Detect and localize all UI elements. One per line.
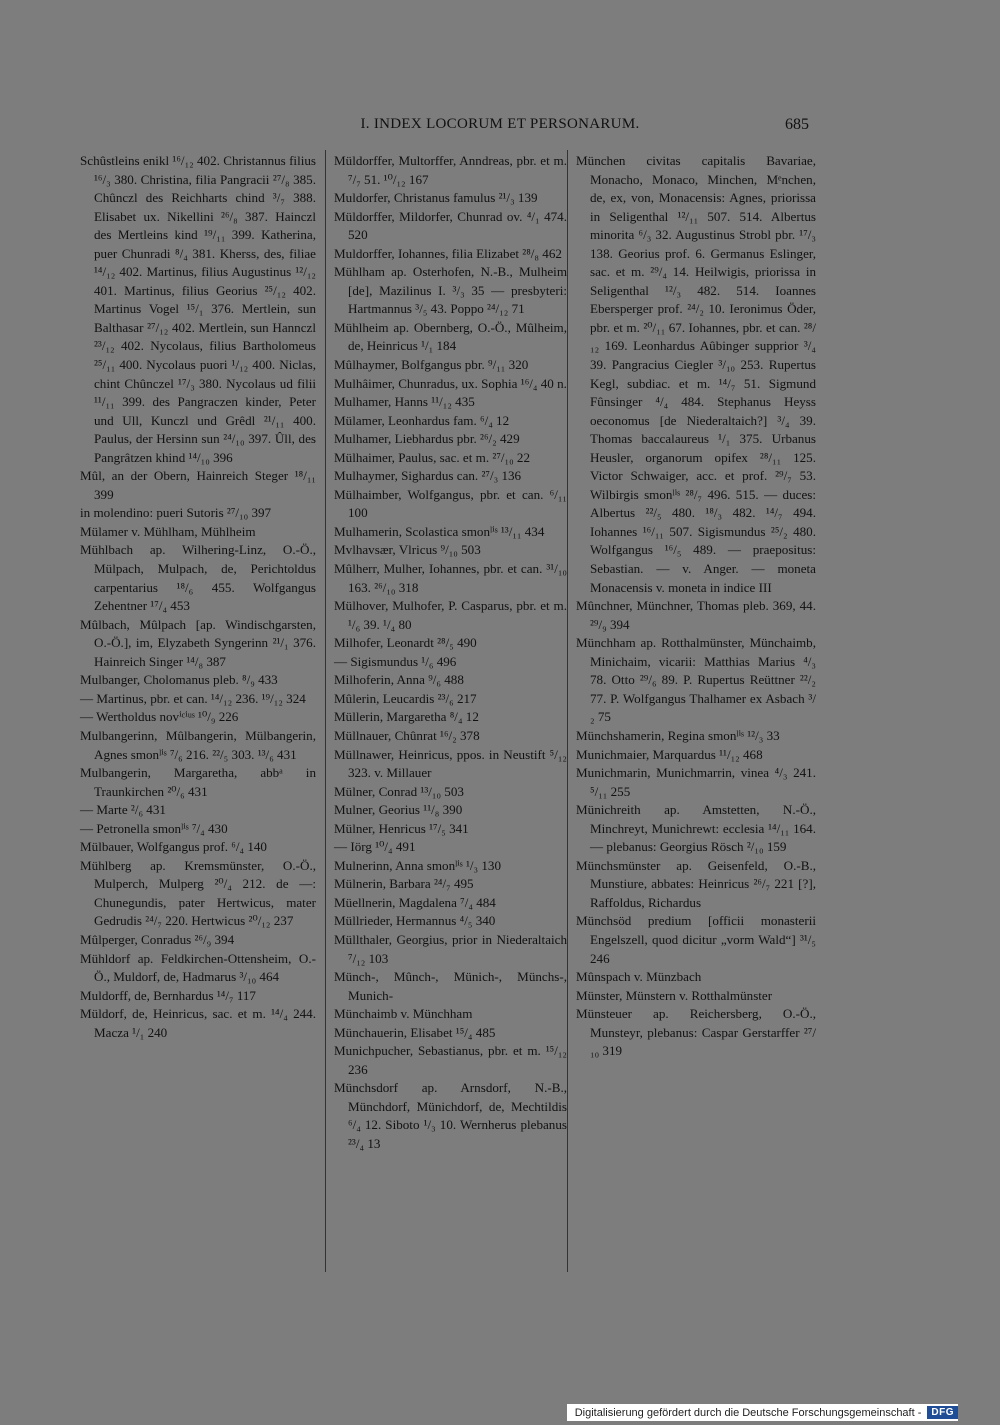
- index-entry: Mühlham ap. Osterhofen, N.-B., Mulheim [de], Mazilinus I. ³/₃ 35 — presbyteri: Hartmannus ³/₅ 43. Poppo ²⁴/₁₂ 71: [334, 264, 567, 317]
- index-entry: München civitas capitalis Bavariae, Monacho, Monaco, Minchen, Mᵉnchen, de, ex, von, Monacensis: Agnes, priorissa in Seligenthal ¹²/₁₁ 507. 514. Albertus minorita ⁶/₃ 32. Augustinus Strobl pbr. ¹⁷/₃ 138. Georius prof. 6. Germanus Eslinger, sac. et m. ²⁹/₄ 14. Heilwigis, priorissa in Seligenthal ¹²/₃ 482. 514. Ioannes Ebersperger prof. ²⁴/₂ 10. Ieronimus Öder, pbr. et m. ²⁰/₁₁ 67. Iohannes, pbr. et can. ²⁸/₁₂ 169. Leonhardus Aûbinger supprior ³/₄ 39. Pangracius Ciegler ³/₁₀ 253. Rupertus Kegl, subdiac. et m. ¹⁴/₇ 51. Sigmund Fûnsinger ⁴/₄ 484. Stephanus Heyss oeconomus [de Niederaltaich?] ³/₄ 39. Thomas baccalaureus ¹/₁ 375. Urbanus Heusler, organorum opifex ²⁸/₁₁ 125. Victor Schwaiger, acc. et prof. ²⁹/₇ 53. Wilbirgis smonˡⁱˢ ²⁸/₇ 496. 515. — duces: Albertus ²²/₅ 480. ¹⁸/₃ 482. ¹⁴/₇ 494. Iohannes ¹⁶/₁₁ 507. Sigismundus ²⁵/₂ 480. Wolfgangus ¹⁶/₅ 489. — praepositus: Sebastian. — v. Anger. — moneta Monacensis v. moneta in indice III: [576, 153, 816, 595]
- index-entry: — Petronella smonˡⁱˢ ⁷/₄ 430: [80, 820, 228, 836]
- index-entry: Mühlberg ap. Kremsmünster, O.-Ö., Mulperch, Mulperg ²⁰/₄ 212. de —: Chunegundis, pater Hertwicus, mater Gedrudis ²⁴/₇ 220. Hertwicus ²⁰/₁₂ 237: [80, 857, 316, 929]
- index-entry: Münchshamerin, Regina smonˡⁱˢ ¹²/₃ 33: [576, 727, 780, 743]
- index-entry: — Iörg ¹⁰/₄ 491: [334, 839, 416, 855]
- running-header: I. INDEX LOCORUM ET PERSONARUM.: [360, 116, 640, 132]
- index-entry: Müllerin, Margaretha ⁸/₄ 12: [334, 709, 479, 725]
- page-number: 685: [785, 116, 809, 133]
- index-column-2: [325, 150, 567, 1272]
- index-entry: Munichpucher, Sebastianus, pbr. et m. ¹⁵/₁₂ 236: [334, 1043, 567, 1077]
- index-entry: Münichreith ap. Amstetten, N.-Ö., Minchreyt, Munichrewt: ecclesia ¹⁴/₁₁ 164. — plebanus: Georgius Rösch ²/₁₀ 159: [576, 802, 816, 855]
- index-entry: Mühlheim ap. Obernberg, O.-Ö., Mûlheim, de, Heinricus ¹/₁ 184: [334, 319, 567, 354]
- index-entry: Munichmaier, Marquardus ¹¹/₁₂ 468: [576, 746, 763, 762]
- index-entry: Mûlherr, Mulher, Iohannes, pbr. et can. ³¹/₁₀ 163. ²⁶/₁₀ 318: [334, 561, 567, 595]
- index-entry: — Sigismundus ¹/₆ 496: [334, 653, 457, 669]
- index-column-3: [567, 150, 816, 1272]
- index-entry: Schûstleins enikl ¹⁶/₁₂ 402. Christannus filius ¹⁶/₃ 380. Christina, filia Pangracii ²⁷/₈ 385. Chûnczl des Reichharts chind ³/₇ 388. Elisabet ux. Nikellini ²⁶/₈ 387. Hainczl des Mertleins kind ¹⁹/₁₁ 399. Katherina, puer Chunradi ⁸/₄ 381. Kherss, des, filiae ¹⁴/₁₂ 402. Martinus, filius Augustinus ¹²/₁₂ 401. Martinus, filius Georius ²⁵/₁₂ 402. Martinus Vogel ¹⁵/₁ 376. Mertlein, sun Balthasar ²⁷/₁₂ 402. Mertlein, sun Hannczl ²³/₁₂ 402. Nycolaus, filius Bartholomeus ²⁵/₁₁ 400. Nycolaus puori ¹/₁₂ 400. Niclas, chint Chûnczel ¹⁷/₃ 380. Nycolaus ud filii ¹¹/₁₁ 399. des Pangraczen kinder, Peter und Ull, Kunczl und Grêdl ²¹/₁₁ 400. Paulus, der Hersinn sun ²⁴/₁₀ 397. Ûll, des Pangrâtzen khind ¹⁴/₁₀ 396: [80, 153, 316, 465]
- index-entry: Mühldorf ap. Feldkirchen-Ottensheim, O.-Ö., Muldorf, de, Hadmarus ³/₁₀ 464: [80, 950, 316, 985]
- index-entry: Mulhamer, Hanns ¹¹/₁₂ 435: [334, 394, 475, 410]
- index-entry: Mulhamer, Liebhardus pbr. ²⁶/₂ 429: [334, 431, 520, 447]
- index-entry: Münchham ap. Rotthalmünster, Münchaimb, Minichaim, vicarii: Matthias Marius ⁴/₃ 78. Otto ²⁹/₆ 89. P. Rupertus Reüttner ²²/₂ 77. P. Wolfgangus Thalhamer ex Asbach ³/₂ 75: [576, 635, 816, 725]
- index-entry: Mûlbach, Mûlpach [ap. Windischgarsten, O.-Ö.], im, Elyzabeth Syngerinn ²¹/₁ 376. Hainreich Singer ¹⁴/₈ 387: [80, 616, 316, 669]
- index-entry: Mulbangerinn, Mûlbangerin, Mülbangerin, Agnes smonˡⁱˢ ⁷/₆ 216. ²²/₅ 303. ¹³/₆ 431: [80, 727, 316, 762]
- index-entry: Mülamer v. Mühlham, Mühlheim: [80, 523, 256, 539]
- index-entry: Müllthaler, Georgius, prior in Niederaltaich ⁷/₁₂ 103: [334, 931, 567, 966]
- index-entry: Mühlbach ap. Wilhering-Linz, O.-Ö., Mülpach, Mulpach, de, Perichtoldus carpentarius ¹⁸/₆ 455. Wolfgangus Zehentner ¹⁷/₄ 453: [80, 542, 316, 614]
- index-entry: Mulhaymer, Sighardus can. ²⁷/₃ 136: [334, 468, 522, 484]
- index-entry: Münchauerin, Elisabet ¹⁵/₄ 485: [334, 1024, 496, 1040]
- index-entry: Mûlperger, Conradus ²⁶/₉ 394: [80, 931, 235, 947]
- index-entry: Muldorfer, Christanus famulus ²¹/₃ 139: [334, 190, 538, 206]
- index-entry: — Marte ²/₆ 431: [80, 802, 166, 818]
- index-entry: Mülbauer, Wolfgangus prof. ⁶/₄ 140: [80, 839, 267, 855]
- index-entry: Mûnspach v. Münzbach: [576, 969, 702, 985]
- index-entry: Münchsdorf ap. Arnsdorf, N.-B., Münchdorf, Münichdorf, de, Mechtildis ⁶/₄ 12. Siboto ¹/₃ 10. Wernherus plebanus ²³/₄ 13: [334, 1080, 567, 1151]
- index-entry: Münsteuer ap. Reichersberg, O.-Ö., Munsteyr, plebanus: Caspar Gerstarffer ²⁷/₁₀ 319: [576, 1006, 816, 1059]
- index-entry: Mülhover, Mulhofer, P. Casparus, pbr. et m. ¹/₆ 39. ¹/₄ 80: [334, 598, 567, 632]
- dfg-logo-icon[interactable]: DFG: [927, 1406, 958, 1419]
- index-entry: Münch-, Mûnch-, Münich-, Münchs-, Munich-: [334, 969, 567, 1003]
- index-entry: — Martinus, pbr. et can. ¹⁴/₁₂ 236. ¹⁹/₁₂ 324: [80, 690, 306, 706]
- index-entry: Müllrieder, Hermannus ⁴/₅ 340: [334, 913, 496, 929]
- index-entry: Mulner, Georius ¹¹/₈ 390: [334, 802, 463, 818]
- index-column-1: [80, 152, 316, 1042]
- index-entry: Mvlhavsær, Vlricus ⁹/₁₀ 503: [334, 542, 481, 558]
- index-entry: Mulhâimer, Chunradus, ux. Sophia ¹⁶/₄ 40 n.: [334, 375, 567, 391]
- index-entry: Mülner, Conrad ¹³/₁₀ 503: [334, 783, 464, 799]
- index-entry: Mülhaimber, Wolfgangus, pbr. et can. ⁶/₁₁ 100: [334, 486, 567, 521]
- footer-text: Digitalisierung gefördert durch die Deutsche Forschungsgemeinschaft -: [574, 1406, 922, 1419]
- index-entry: Mülhaimer, Paulus, sac. et m. ²⁷/₁₀ 22: [334, 449, 531, 465]
- index-entry: Mülnerin, Barbara ²⁴/₇ 495: [334, 876, 474, 892]
- index-entry: Münchaimb v. Münchham: [334, 1006, 473, 1022]
- index-entry: Müldorffer, Mildorfer, Chunrad ov. ⁴/₁ 474. 520: [334, 208, 567, 243]
- index-entry: Mûnchner, Münchner, Thomas pleb. 369, 44. ²⁹/₉ 394: [576, 598, 816, 632]
- index-entry: Munichmarin, Munichmarrin, vinea ⁴/₃ 241. ⁵/₁₁ 255: [576, 765, 816, 799]
- index-entry: Mulbanger, Cholomanus pleb. ⁸/₉ 433: [80, 672, 278, 688]
- index-entry: Müldorf, de, Heinricus, sac. et m. ¹⁴/₄ 244. Macza ¹/₁ 240: [80, 1006, 316, 1040]
- index-entry: Münchsöd predium [officii monasterii Engelszell, quod dicitur „vorm Wald“] ³¹/₅ 246: [576, 913, 816, 966]
- index-entry: Müellnerin, Magdalena ⁷/₄ 484: [334, 894, 496, 910]
- index-entry: Mûl, an der Obern, Hainreich Steger ¹⁸/₁₁ 399: [80, 468, 316, 502]
- index-entry: Milhoferin, Anna ⁹/₆ 488: [334, 672, 464, 688]
- index-entry: Mulhamerin, Scolastica smonˡⁱˢ ¹³/₁₁ 434: [334, 523, 545, 539]
- index-entry: Mülner, Henricus ¹⁷/₅ 341: [334, 820, 469, 836]
- index-entry: — Wertholdus novⁱᶜⁱᵘˢ ¹⁰/₉ 226: [80, 709, 239, 725]
- index-entry: Mûlerin, Leucardis ²³/₆ 217: [334, 690, 477, 706]
- index-entry: Mulbangerin, Margaretha, abbᵃ in Traunkirchen ²⁰/₆ 431: [80, 765, 316, 799]
- index-entry: Müllnawer, Heinricus, ppos. in Neustift ⁵/₁₂ 323. v. Millauer: [334, 746, 567, 781]
- index-entry: Muldorff, de, Bernhardus ¹⁴/₇ 117: [80, 987, 256, 1003]
- index-entry: Mülamer, Leonhardus fam. ⁶/₄ 12: [334, 412, 510, 428]
- index-entry: Mûlhaymer, Bolfgangus pbr. ⁹/₁₁ 320: [334, 357, 529, 373]
- index-entry: Münchsmünster ap. Geisenfeld, O.-B., Munstiure, abbates: Heinricus ²⁶/₇ 221 [?], Raffoldus, Richardus: [576, 857, 816, 910]
- index-entry: Müllnauer, Chûnrat ¹⁶/₂ 378: [334, 727, 480, 743]
- index-entry: Milhofer, Leonardt ²⁸/₅ 490: [334, 635, 477, 651]
- index-entry: Münster, Münstern v. Rotthalmünster: [576, 987, 773, 1003]
- footer-banner: [567, 1404, 958, 1421]
- index-entry: in molendino: pueri Sutoris ²⁷/₁₀ 397: [80, 505, 272, 521]
- index-entry: Muldorffer, Iohannes, filia Elizabet ²⁸/₈ 462: [334, 245, 562, 261]
- index-entry: Müldorffer, Multorffer, Anndreas, pbr. et m. ⁷/₇ 51. ¹⁰/₁₂ 167: [334, 153, 567, 187]
- index-entry: Mulnerinn, Anna smonˡⁱˢ ¹/₃ 130: [334, 857, 502, 873]
